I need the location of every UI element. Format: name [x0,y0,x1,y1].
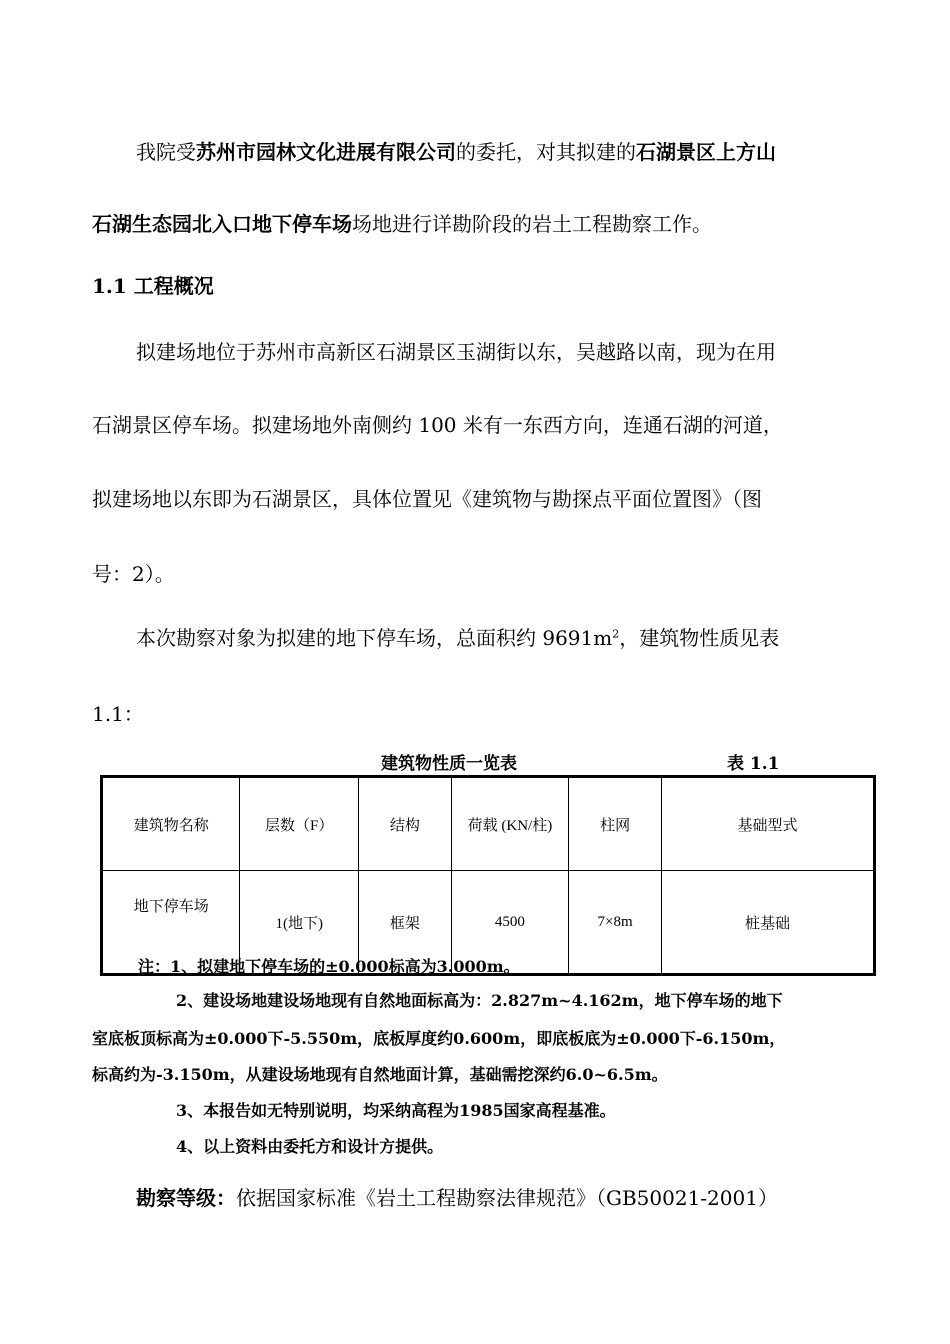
note-2-continued-2: 标高约为-3.150m，从建设场地现有自然地面计算，基础需挖深约6.0~6.5m。 [92,1065,668,1084]
overview-line-5 [136,624,779,652]
note-2: 2、建设场地建设场地现有自然地面标高为：2.827m~4.162m，地下停车场的地下 [176,991,783,1010]
section-heading: 1.1 工程概况 [92,274,214,298]
table-header-row [102,777,875,871]
header-cell: 层数（F） [240,777,359,871]
project-name-part-1: 石湖景区上方山 [636,140,776,164]
intro-paragraph-line-1 [136,138,776,166]
intro-text-b: 的委托，对其拟建的 [456,140,636,164]
superscript-2: 2 [612,627,620,641]
table-cell: 7×8m [569,871,662,975]
header-cell: 柱网 [569,777,662,871]
header-cell: 建筑物名称 [102,777,240,871]
overview-line-6: 1.1： [92,702,144,726]
survey-grade-text: 依据国家标准《岩土工程勘察法律规范》（GB50021-2001） [236,1186,778,1210]
overview-line-4: 号：2）。 [92,562,175,586]
intro-paragraph-line-2 [92,210,712,238]
note-3: 3、本报告如无特别说明，均采纳高程为1985国家高程基准。 [176,1101,616,1120]
table-cell: 桩基础 [661,871,874,975]
note-4: 4、以上资料由委托方和设计方提供。 [176,1137,444,1156]
table-number: 表 1.1 [727,754,780,774]
header-cell: 基础型式 [661,777,874,871]
note-2-continued-1: 室底板顶标高为±0.000下-5.550m，底板厚度约0.600m，即底板底为±0.000下-6.150m， [92,1029,786,1048]
client-name: 苏州市园林文化进展有限公司 [196,140,456,164]
overview-line-5-a: 本次勘察对象为拟建的地下停车场，总面积约 9691m [136,626,613,650]
header-cell: 结构 [359,777,452,871]
table-title: 建筑物性质一览表 [381,754,517,774]
building-properties-table [100,775,876,976]
header-cell: 荷载 (KN/柱) [451,777,569,871]
table-cell: 地下停车场 [102,871,240,975]
overview-line-3: 拟建场地以东即为石湖景区，具体位置见《建筑物与勘探点平面位置图》（图 [92,487,762,511]
note-1: 注：1、拟建地下停车场的±0.000标高为3.000m。 [138,957,520,976]
table-cell: 4500 [451,871,569,975]
overview-line-5-b: ，建筑物性质见表 [619,626,780,650]
project-name-part-2: 石湖生态园北入口地下停车场 [92,212,352,236]
intro-text-rest: 场地进行详勘阶段的岩土工程勘察工作。 [352,212,712,236]
intro-text-a: 我院受 [136,140,196,164]
table-cell: 框架 [359,871,452,975]
survey-grade-label: 勘察等级： [136,1186,236,1210]
table-cell: 1(地下) [240,871,359,975]
survey-grade-line [136,1184,778,1212]
overview-line-2: 石湖景区停车场。拟建场地外南侧约 100 米有一东西方向，连通石湖的河道， [92,413,783,437]
overview-line-1: 拟建场地位于苏州市高新区石湖景区玉湖街以东，吴越路以南，现为在用 [136,340,776,364]
